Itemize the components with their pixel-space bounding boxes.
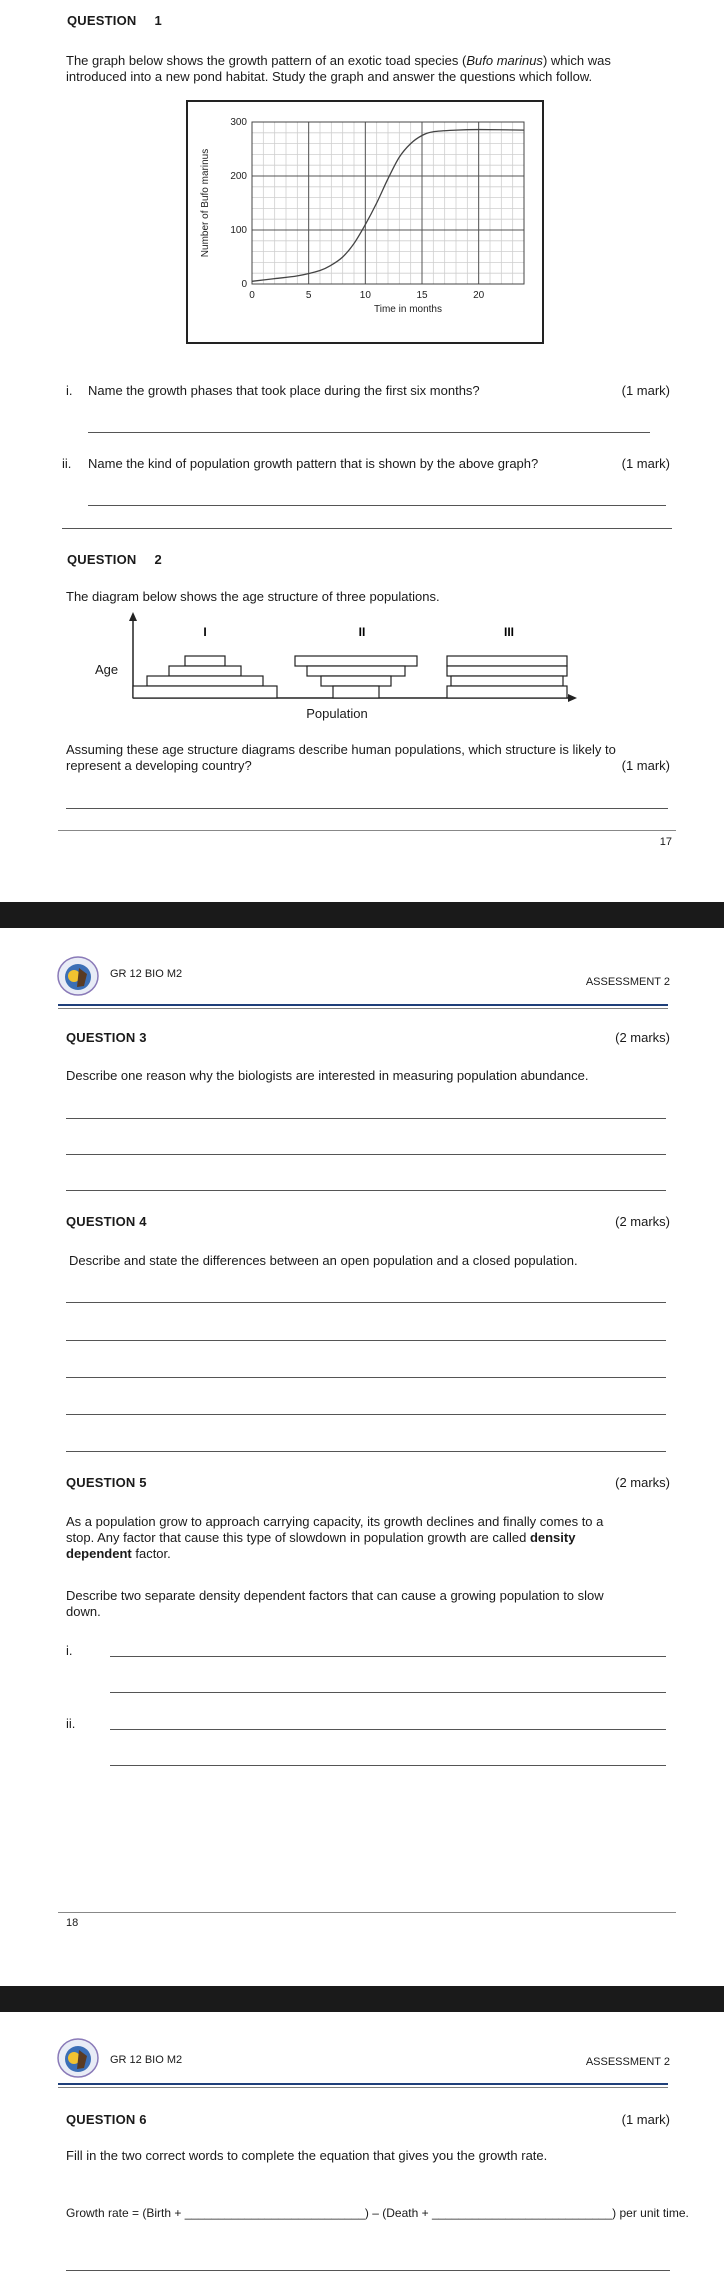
x-tick-label: 10 [359,290,371,301]
q5-i-number: i. [66,1643,73,1658]
q1-intro: The graph below shows the growth pattern of an exotic toad species (Bufo marinus) which was introduced into a new pond habitat. Study the graph and answer the questions which follow. [66,53,611,84]
school-logo-icon [57,956,99,996]
q5-mark: (2 marks) [615,1475,670,1490]
q1-ii-text: Name the kind of population growth pattern that is shown by the above graph? [88,456,539,471]
page2-header-rule [58,1004,668,1006]
page-18-footer-rule [58,1912,676,1913]
q1-i-number: i. [66,383,73,398]
q4-heading: QUESTION 4 [66,1214,147,1229]
page3-header-left: GR 12 BIO M2 [110,2054,183,2066]
structure-3-stable [447,656,567,698]
x-tick-label: 15 [416,290,428,301]
page3-header-rule [58,2083,668,2085]
school-logo-icon-2 [57,2038,99,2078]
q1-heading: QUESTION 1 [67,13,162,28]
y-tick-label: 0 [241,279,247,290]
page-number-18: 18 [66,1917,79,1929]
age-structure-diagram [85,610,585,725]
q2-mark: (1 mark) [621,758,670,773]
q4-answer-line-2[interactable] [66,1340,666,1341]
q1-ii-mark: (1 mark) [621,456,670,471]
x-tick-label: 20 [473,290,485,301]
q6-bottom-line [66,2270,670,2271]
y-tick-label: 200 [230,171,247,182]
age-axis-arrow [129,612,137,621]
birth-blank[interactable]: ___________________________ [184,2206,365,2220]
q6-equation: Growth rate = (Birth + ___________________________) – (Death + ___________________________) per unit time. [66,2206,689,2220]
structure-label-3: III [503,625,515,639]
q1-i-text: Name the growth phases that took place during the first six months? [88,383,480,398]
page3-header-right: ASSESSMENT 2 [585,2056,670,2068]
q5-i-answer-line-2[interactable] [110,1692,666,1693]
q3-answer-line-3[interactable] [66,1190,666,1191]
q4-answer-line-1[interactable] [66,1302,666,1303]
page-number-17: 17 [659,836,672,848]
q2-intro: The diagram below shows the age structure of three populations. [66,589,440,604]
q1-i-mark: (1 mark) [621,383,670,398]
q5-heading: QUESTION 5 [66,1475,147,1490]
age-label: Age [95,662,119,677]
death-blank[interactable]: ___________________________ [431,2206,613,2220]
q3-text: Describe one reason why the biologists are interested in measuring population abundance. [66,1068,589,1083]
page2-header-rule-thin [58,1008,668,1009]
x-axis-label: Time in months [374,304,442,315]
q6-text: Fill in the two correct words to complete the equation that gives you the growth rate. [66,2148,548,2163]
q2-question: Assuming these age structure diagrams describe human populations, which structure is likely to represent a developing country? [66,742,616,773]
structure-1-pyramid [133,656,277,698]
q3-mark: (2 marks) [615,1030,670,1045]
page2-header-right: ASSESSMENT 2 [585,976,670,988]
q2-answer-line[interactable] [66,808,668,809]
q4-answer-line-5[interactable] [66,1451,666,1452]
growth-chart-frame [186,100,544,344]
q1-ii-number: ii. [62,456,72,471]
page3-header-rule-thin [58,2087,668,2088]
q6-mark: (1 mark) [621,2112,670,2127]
x-tick-label: 5 [305,290,312,301]
page2-header-left: GR 12 BIO M2 [110,968,183,980]
q3-answer-line-1[interactable] [66,1118,666,1119]
q5-ii-answer-line-2[interactable] [110,1765,666,1766]
page-separator-1 [0,902,724,928]
q4-mark: (2 marks) [615,1214,670,1229]
q1-ii-answer-line[interactable] [88,505,666,506]
q4-text: Describe and state the differences between an open population and a closed population. [69,1253,578,1268]
y-tick-label: 100 [230,225,247,236]
growth-chart [188,102,542,342]
y-tick-label: 300 [230,117,247,128]
population-axis-arrow [568,694,577,702]
q4-answer-line-4[interactable] [66,1414,666,1415]
population-label: Population [306,706,368,721]
q5-ii-number: ii. [66,1716,76,1731]
q1-i-answer-line[interactable] [88,432,650,433]
page-separator-2 [0,1986,724,2012]
q3-answer-line-2[interactable] [66,1154,666,1155]
structure-2-inverted [295,656,417,698]
structure-label-2: II [358,625,366,639]
q3-heading: QUESTION 3 [66,1030,147,1045]
q6-heading: QUESTION 6 [66,2112,147,2127]
q5-i-answer-line-1[interactable] [110,1656,666,1657]
y-axis-label: Number of Bufo marinus [200,148,211,258]
structure-label-1: I [203,625,207,639]
x-tick-label: 0 [249,290,255,301]
q1-ii-answer-line-2[interactable] [62,528,672,529]
q5-paragraph-2: Describe two separate density dependent factors that can cause a growing population to slow down. [66,1588,604,1619]
page-17-footer-rule [58,830,676,831]
q5-ii-answer-line-1[interactable] [110,1729,666,1730]
q5-paragraph-1: As a population grow to approach carrying capacity, its growth declines and finally comes to a stop. Any factor that cause this type of slowdown in population growth are called density dependent factor. [66,1514,604,1561]
q4-answer-line-3[interactable] [66,1377,666,1378]
q2-heading: QUESTION 2 [67,552,162,567]
